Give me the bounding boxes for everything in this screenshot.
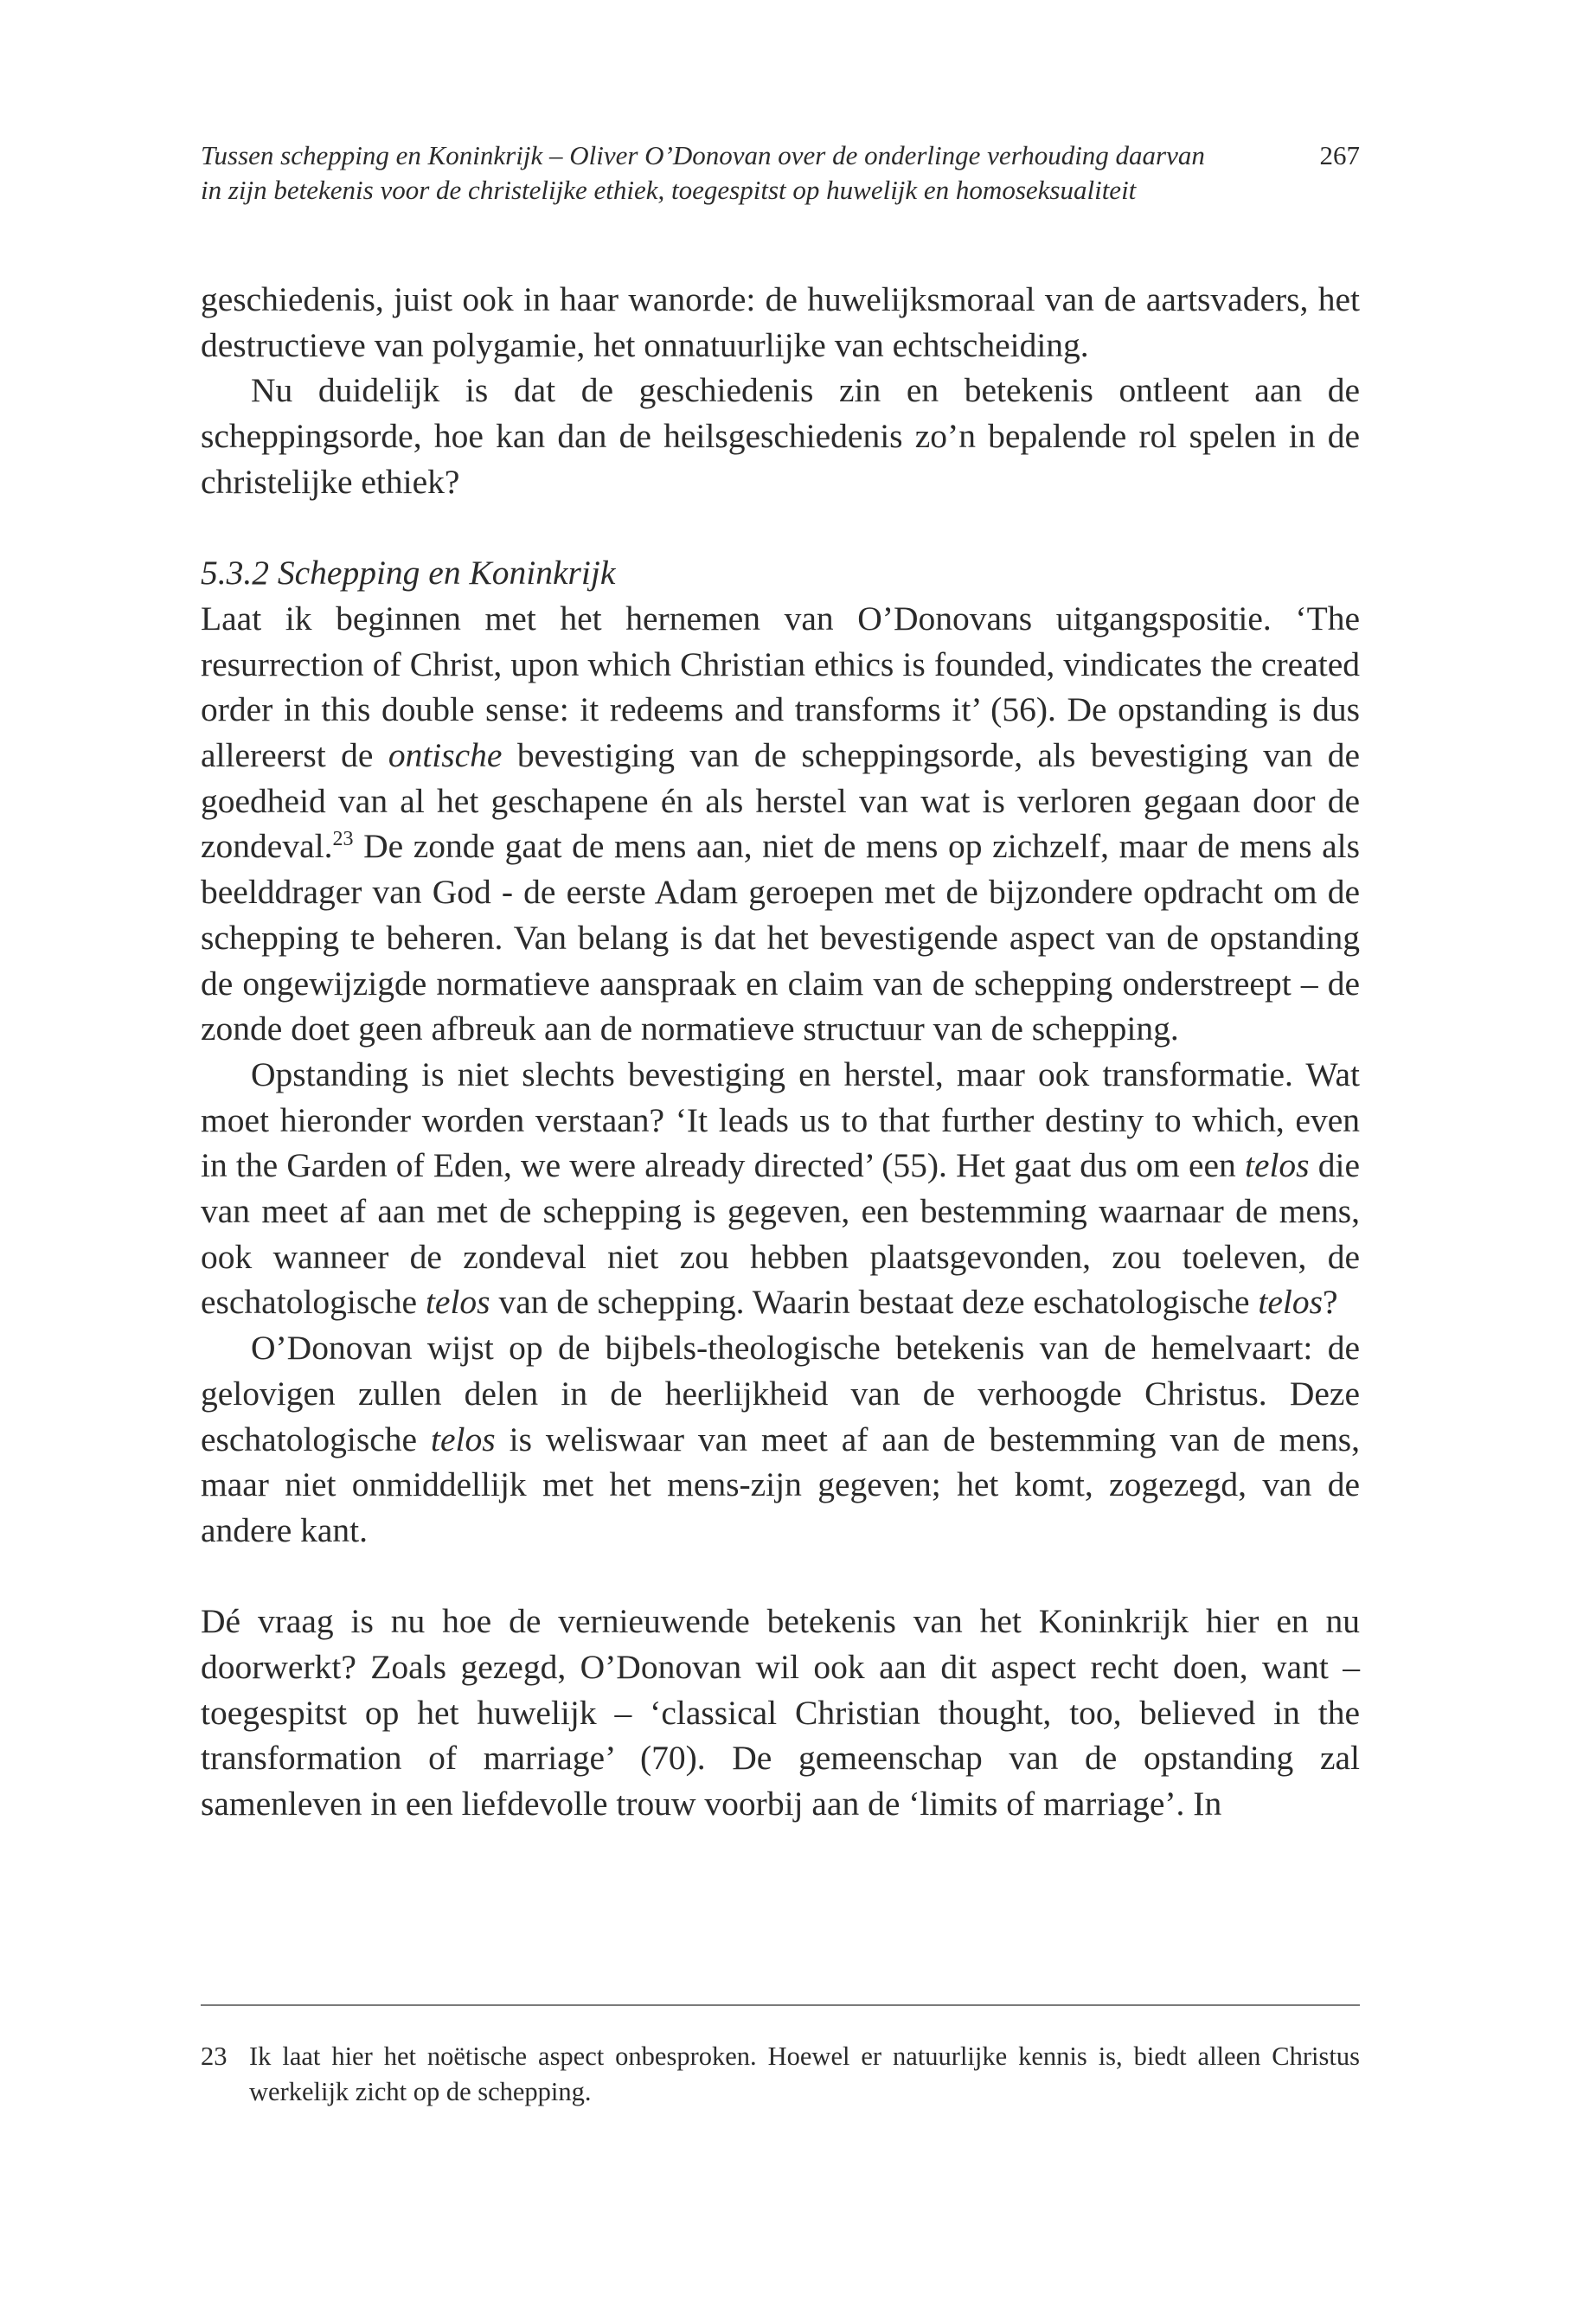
paragraph-gap: [201, 1554, 1360, 1599]
emphasis-text: telos: [1244, 1146, 1310, 1185]
section-heading: 5.3.2 Schepping en Koninkrijk: [201, 554, 616, 593]
emphasis-text: ontische: [388, 736, 503, 775]
footnote: [201, 2039, 1360, 2110]
page-number: 267: [1319, 140, 1360, 170]
text-run: die van meet af aan met de schepping is gegeven, een bestemming waarnaar de mens, ook wanneer de zondeval niet zou hebben plaatsgevonden, zou toeleven, de eschatologische: [201, 1146, 1360, 1322]
text-run: De zonde gaat de mens aan, niet de mens op zichzelf, maar de mens als beelddrager van God - de eerste Adam geroepen met de bijzondere opdracht om de schepping te beheren. Van belang is dat het bevestigende aspect van de opstanding de ongewijzigde normatieve aanspraak en claim van de schepping onderstreept – de zonde doet geen afbreuk aan de normatieve structuur van de schepping.: [201, 827, 1360, 1048]
paragraph: Nu duidelijk is dat de geschiedenis zin en betekenis ontleent aan de scheppingsorde, hoe kan dan de heilsgeschiedenis zo’n bepalende rol spelen in de christelijke ethiek?: [201, 371, 1360, 501]
footnote-reference[interactable]: 23: [332, 828, 354, 851]
text-run: Opstanding is niet slechts bevestiging en herstel, maar ook transformatie. Wat moet hieronder worden verstaan? ‘It leads us to that further destiny to which, even in the Garden of Eden, we were already directed’ (55). Het gaat dus om een: [201, 1054, 1360, 1185]
running-header-line-2: in zijn betekenis voor de christelijke ethiek, toegespitst op huwelijk en homoseksualiteit: [201, 175, 1137, 205]
text-run: Laat ik beginnen met het hernemen van O’Donovans uitgangspositie. ‘The resurrection of Christ, upon which Christian ethics is founded, vindicates the created order in this double sense: it redeems and transforms it’ (56). De opstanding is dus allereerst de: [201, 599, 1360, 775]
running-header: [201, 138, 1360, 208]
paragraph-gap: [201, 505, 1360, 551]
footnote-number: 23: [201, 2041, 228, 2071]
paragraph: [201, 596, 1360, 1052]
emphasis-text: telos: [425, 1283, 490, 1322]
paragraph-continued: geschiedenis, juist ook in haar wanorde: de huwelijksmoraal van de aartsvaders, het destructieve van polygamie, het onnatuurlijke van echtscheiding.: [201, 280, 1360, 364]
text-run: van de schepping. Waarin bestaat deze eschatologische: [490, 1283, 1259, 1322]
paragraph: Dé vraag is nu hoe de vernieuwende betekenis van het Koninkrijk hier en nu doorwerkt? Zoals gezegd, O’Donovan wil ook aan dit aspect recht doen, want – toegespitst op het huwelijk – ‘classical Christian thought, too, believed in the transformation of marriage’ (70). De gemeenschap van de opstanding zal samenleven in een liefdevolle trouw voorbij aan de ‘limits of marriage’. In: [201, 1602, 1360, 1823]
footnote-divider: [201, 2004, 1360, 2006]
emphasis-text: telos: [431, 1420, 496, 1458]
paragraph: [201, 1052, 1360, 1325]
paragraph: [201, 1325, 1360, 1554]
text-run: is weliswaar van meet af aan de bestemming van de mens, maar niet onmiddellijk met het mens-zijn gegeven; het komt, zogezegd, van de andere kant.: [201, 1420, 1360, 1549]
main-text: [201, 277, 1360, 1827]
text-run: ?: [1322, 1283, 1338, 1322]
running-header-line-1: Tussen schepping en Koninkrijk – Oliver O’Donovan over de onderlinge verhouding daarvan: [201, 140, 1205, 170]
text-run: bevestiging van de scheppingsorde, als bevestiging van de goedheid van al het geschapene én als herstel van wat is verloren gegaan door de zondeval.: [201, 736, 1360, 866]
text-run: O’Donovan wijst op de bijbels-theologische betekenis van de hemelvaart: de gelovigen zullen delen in de heerlijkheid van de verhoogde Christus. Deze eschatologische: [201, 1329, 1360, 1458]
emphasis-text: telos: [1258, 1283, 1323, 1322]
footnote-text: Ik laat hier het noëtische aspect onbesproken. Hoewel er natuurlijke kennis is, biedt alleen Christus werkelijk zicht op de schepping.: [249, 2041, 1360, 2106]
